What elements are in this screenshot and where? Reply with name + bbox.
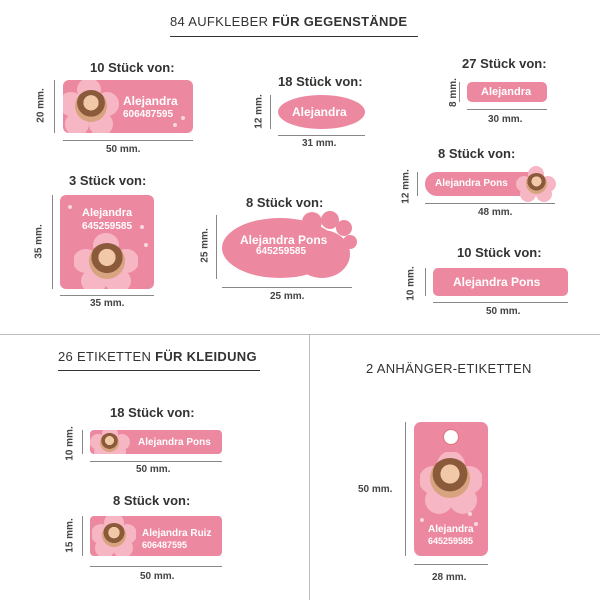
c1-width: 50 mm. <box>136 464 171 475</box>
clothing-title-underline <box>58 370 260 371</box>
c2-width: 50 mm. <box>140 571 175 582</box>
tags-section-title <box>366 361 532 376</box>
c2-name: Alejandra Ruiz <box>142 528 212 539</box>
child-photo <box>89 243 125 279</box>
star-decoration <box>144 243 148 247</box>
s1-count: 10 Stück von: <box>90 60 175 75</box>
star-decoration <box>140 225 144 229</box>
c2-count: 8 Stück von: <box>113 493 191 508</box>
t1-width: 28 mm. <box>432 572 467 583</box>
s1-height: 20 mm. <box>35 88 47 123</box>
s2-height: 12 mm. <box>253 94 265 129</box>
s5-height-line <box>216 215 217 279</box>
s1-width: 50 mm. <box>106 144 141 155</box>
s6-height-line <box>417 172 418 196</box>
star-decoration <box>468 512 472 516</box>
s6-count: 8 Stück von: <box>438 146 516 161</box>
vertical-divider <box>309 334 310 600</box>
s4-width-line <box>60 295 154 296</box>
s2-width: 31 mm. <box>302 138 337 149</box>
s7-name: Alejandra Pons <box>453 275 541 289</box>
s7-label <box>433 268 568 296</box>
c2-height: 15 mm. <box>64 518 76 553</box>
s2-width-line <box>278 135 365 136</box>
s3-width: 30 mm. <box>488 114 523 125</box>
c1-name: Alejandra Pons <box>138 437 211 448</box>
child-photo <box>100 433 119 452</box>
s4-width: 35 mm. <box>90 298 125 309</box>
stickers-title-prefix: 84 AUFKLEBER <box>170 14 273 29</box>
stickers-section-title <box>170 14 407 29</box>
s6-width: 48 mm. <box>478 207 513 218</box>
c2-width-line <box>90 566 222 567</box>
s1-phone: 606487595 <box>123 109 174 120</box>
c1-width-line <box>90 461 222 462</box>
s5-phone: 645259585 <box>256 246 307 257</box>
star-decoration <box>173 123 177 127</box>
c2-height-line <box>82 516 83 556</box>
s1-height-line <box>54 80 55 133</box>
t1-height: 50 mm. <box>358 484 393 495</box>
child-photo <box>526 173 547 194</box>
horizontal-divider <box>0 334 600 335</box>
stickers-title-underline <box>170 36 418 37</box>
s7-width-line <box>433 302 568 303</box>
s1-name: Alejandra <box>123 94 178 108</box>
s5-name: Alejandra Pons <box>240 233 328 247</box>
s7-height-line <box>425 268 426 296</box>
s6-width-line <box>425 203 555 204</box>
s2-height-line <box>270 95 271 129</box>
c1-height-line <box>82 430 83 454</box>
t1-height-line <box>405 422 406 556</box>
s5-width: 25 mm. <box>270 291 305 302</box>
child-photo <box>75 90 107 122</box>
tags-title-prefix: 2 ANHÄNGER-ETIKETTEN <box>366 361 532 376</box>
s3-width-line <box>467 109 547 110</box>
t1-name: Alejandra <box>428 524 474 535</box>
stickers-title-bold: FÜR GEGENSTÄNDE <box>272 14 408 29</box>
clothing-title-prefix: 26 ETIKETTEN <box>58 349 156 364</box>
star-decoration <box>474 522 478 526</box>
s3-height: 8 mm. <box>447 78 459 107</box>
s3-name: Alejandra <box>481 86 532 98</box>
s4-phone: 645259585 <box>82 221 133 232</box>
t1-width-line <box>414 564 488 565</box>
s4-count: 3 Stück von: <box>69 173 147 188</box>
s5-width-line <box>222 287 352 288</box>
s1-width-line <box>63 140 193 141</box>
star-decoration <box>420 518 424 522</box>
s7-width: 50 mm. <box>486 306 521 317</box>
clothing-section-title <box>58 349 257 364</box>
s2-name: Alejandra <box>292 105 347 119</box>
child-photo <box>102 523 126 547</box>
s4-name: Alejandra <box>82 207 133 219</box>
c1-count: 18 Stück von: <box>110 405 195 420</box>
s4-height: 35 mm. <box>33 224 45 259</box>
c1-height: 10 mm. <box>64 426 76 461</box>
c2-phone: 606487595 <box>142 540 188 550</box>
s7-count: 10 Stück von: <box>457 245 542 260</box>
s7-height: 10 mm. <box>405 266 417 301</box>
s3-label <box>467 82 547 102</box>
s6-name: Alejandra Pons <box>435 178 508 189</box>
s5-height: 25 mm. <box>199 228 211 263</box>
s3-count: 27 Stück von: <box>462 56 547 71</box>
child-photo <box>430 458 470 498</box>
s5-count: 8 Stück von: <box>246 195 324 210</box>
t1-phone: 645259585 <box>428 536 474 546</box>
star-decoration <box>181 116 185 120</box>
s4-label <box>60 195 154 289</box>
s2-label <box>278 95 365 129</box>
tag-hole <box>443 429 459 445</box>
star-decoration <box>68 205 72 209</box>
c2-label <box>90 516 222 556</box>
s3-height-line <box>459 82 460 102</box>
s6-height: 12 mm. <box>400 169 412 204</box>
s4-height-line <box>52 195 53 289</box>
t1-tag-label <box>414 422 488 556</box>
s2-count: 18 Stück von: <box>278 74 363 89</box>
s1-label <box>63 80 193 133</box>
c1-label <box>90 430 222 454</box>
clothing-title-bold: FÜR KLEIDUNG <box>155 349 257 364</box>
